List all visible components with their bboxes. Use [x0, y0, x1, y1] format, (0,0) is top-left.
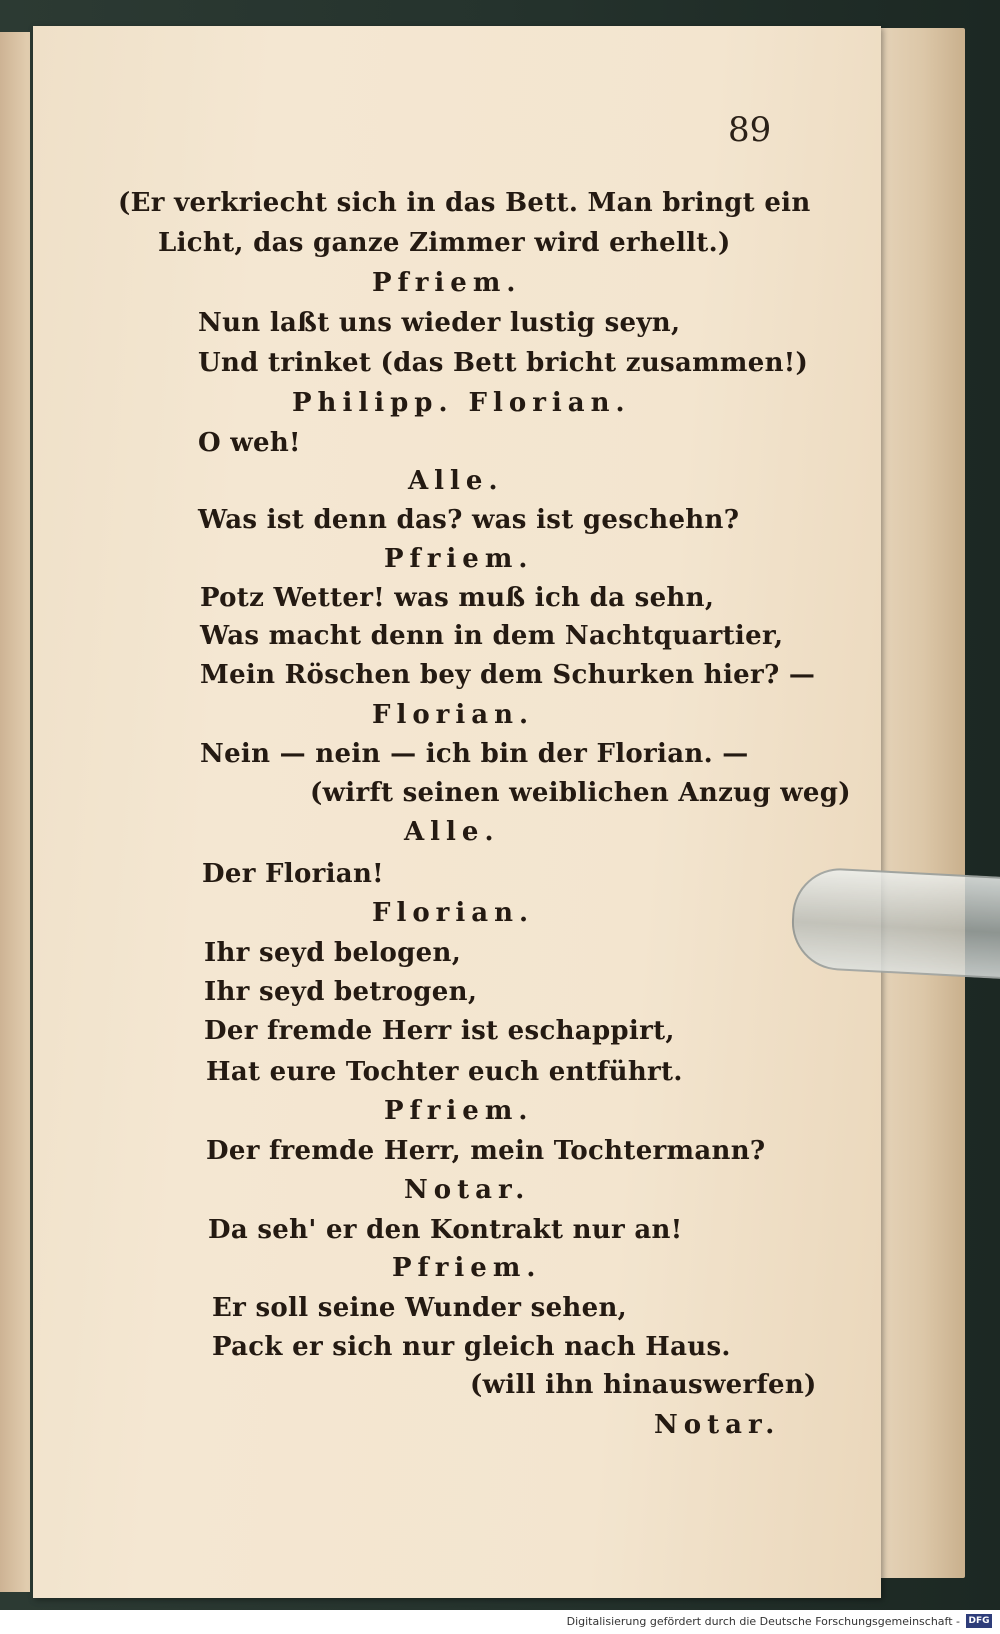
speaker-name: Pfriem. [384, 544, 534, 574]
stage-direction: (will ihn hinauswerfen) [470, 1370, 817, 1400]
verse-line: Pack er sich nur gleich nach Haus. [212, 1332, 731, 1362]
stage-direction: Licht, das ganze Zimmer wird erhellt.) [158, 228, 731, 258]
stage-direction: (wirft seinen weiblichen Anzug weg) [310, 778, 851, 808]
verse-line: Ihr seyd belogen, [204, 938, 462, 968]
verse-line: Da seh' er den Kontrakt nur an! [208, 1215, 683, 1245]
verse-line: Potz Wetter! was muß ich da sehn, [200, 583, 715, 613]
speaker-name: Pfriem. [372, 268, 522, 298]
verse-line: O weh! [198, 428, 301, 458]
page-number: 89 [728, 110, 772, 150]
speaker-name: Alle. [404, 817, 500, 847]
speaker-name: Pfriem. [392, 1253, 542, 1283]
verse-line: Was ist denn das? was ist geschehn? [198, 505, 740, 535]
verse-line: Der fremde Herr, mein Tochtermann? [206, 1136, 766, 1166]
verse-line: Und trinket (das Bett bricht zusammen!) [198, 348, 809, 378]
verse-line: Hat eure Tochter euch entführt. [206, 1057, 683, 1087]
left-page-edge [0, 32, 30, 1592]
book-page [33, 26, 881, 1598]
footer-credit: Digitalisierung gefördert durch die Deutsche Forschungsgemeinschaft - [566, 1615, 960, 1628]
verse-line: Der Florian! [202, 859, 384, 889]
speaker-name: Pfriem. [384, 1096, 534, 1126]
stage-direction: (Er verkriecht sich in das Bett. Man bringt ein [118, 188, 811, 218]
verse-line: Ihr seyd betrogen, [204, 977, 478, 1007]
speaker-name: Notar. [404, 1175, 531, 1205]
verse-line: Der fremde Herr ist eschappirt, [204, 1016, 675, 1046]
speaker-name: Notar. [654, 1410, 781, 1440]
verse-line: Nein — nein — ich bin der Florian. — [200, 739, 749, 769]
speaker-name: Florian. [372, 700, 535, 730]
page-holder-clip [789, 866, 1000, 980]
verse-line: Er soll seine Wunder sehen, [212, 1293, 628, 1323]
speaker-name: Philipp. Florian. [292, 388, 631, 418]
verse-line: Mein Röschen bey dem Schurken hier? — [200, 660, 816, 690]
verse-line: Was macht denn in dem Nachtquartier, [200, 621, 784, 651]
dfg-logo: DFG [966, 1614, 992, 1628]
verse-line: Nun laßt uns wieder lustig seyn, [198, 308, 681, 338]
speaker-name: Florian. [372, 898, 535, 928]
speaker-name: Alle. [408, 466, 504, 496]
